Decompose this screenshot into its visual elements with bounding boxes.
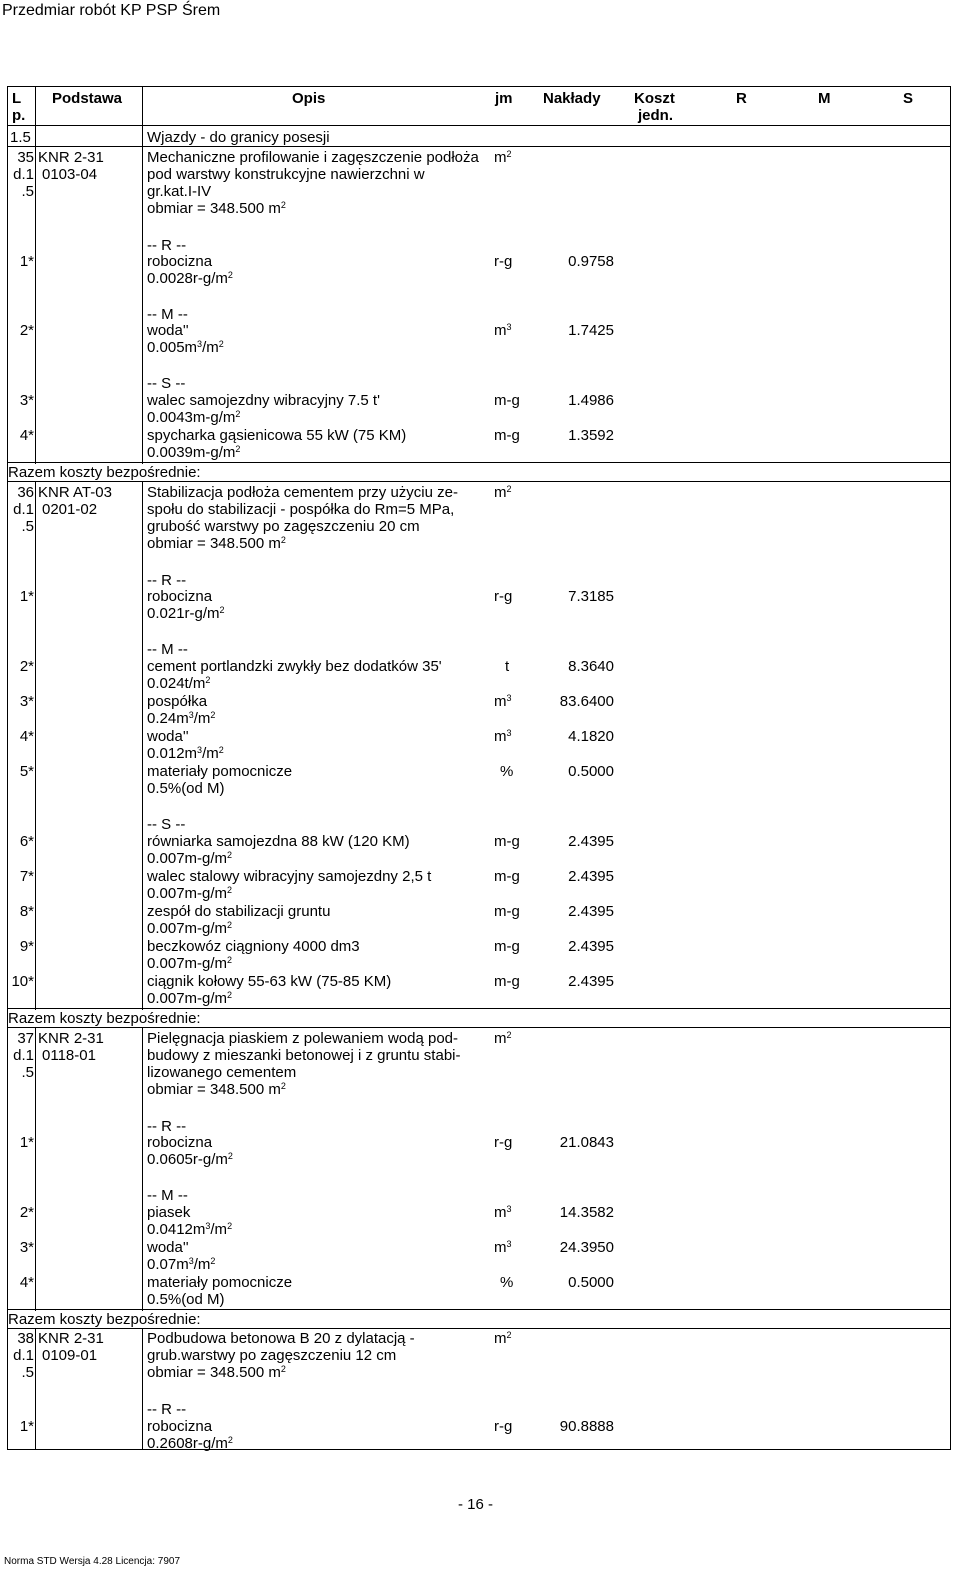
pos37-item4-val: 0.5000 xyxy=(568,1274,614,1291)
pos37-opis-2: budowy z mieszanki betonowej i z gruntu stabi- xyxy=(147,1047,461,1064)
pos38-obmiar: obmiar = 348.500 $m^2$ xyxy=(147,1364,286,1381)
pos38-item1-norm: $0.2608r-g/m^2$ xyxy=(147,1435,233,1452)
pos36-item10-name: ciągnik kołowy 55-63 kW (75-85 KM) xyxy=(147,973,392,990)
razem-bottom-line xyxy=(7,1027,950,1028)
pos35-m2-jm: $m^3$ xyxy=(494,322,512,339)
pos37-lp-3: .5 xyxy=(21,1064,34,1081)
pos36-item10-num: 10* xyxy=(11,973,34,990)
pos37-item2-val: 14.3582 xyxy=(559,1204,614,1221)
razem-label: Razem koszty bezpośrednie: xyxy=(8,464,201,481)
pos36-podstawa-2: 0201-02 xyxy=(42,501,98,518)
header-lp-2: p. xyxy=(12,107,26,124)
pos36-item9-num: 9* xyxy=(19,938,34,955)
pos35-s4-jm: m-g xyxy=(494,427,520,444)
pos36-m-head: -- M -- xyxy=(147,641,188,658)
pos36-item3-val: 83.6400 xyxy=(559,693,614,710)
pos38-lp-1: 38 xyxy=(17,1330,34,1347)
document-title: Przedmiar robót KP PSP Śrem xyxy=(2,2,221,19)
pos35-m-head: -- M -- xyxy=(147,306,188,323)
pos38-podstawa-2: 0109-01 xyxy=(42,1347,98,1364)
pos35-lp-2: d.1 xyxy=(13,166,34,183)
razem-top-line xyxy=(7,1309,950,1310)
pos35-s3-norm: $0.0043m-g/m^2$ xyxy=(147,409,241,426)
pos36-lp-3: .5 xyxy=(21,518,34,535)
header-separator xyxy=(7,125,950,126)
pos37-r-head: -- R -- xyxy=(147,1118,187,1135)
pos36-item6-norm: $0.007m-g/m^2$ xyxy=(147,850,233,867)
section-number: 1.5 xyxy=(10,129,31,146)
pos36-opis-1: Stabilizacja podłoża cementem przy użyciu ze- xyxy=(147,484,458,501)
pos36-item1-num: 1* xyxy=(19,588,34,605)
pos38-item1-num: 1* xyxy=(19,1418,34,1435)
pos35-lp-3: .5 xyxy=(21,183,34,200)
footer-license: Norma STD Wersja 4.28 Licencja: 7907 xyxy=(4,1556,181,1567)
pos36-item2-norm: $0.024t/m^2$ xyxy=(147,675,211,692)
pos36-item6-jm: m-g xyxy=(494,833,520,850)
pos36-item7-num: 7* xyxy=(19,868,34,885)
pos35-lp-1: 35 xyxy=(17,149,34,166)
pos35-s3-val: 1.4986 xyxy=(568,392,614,409)
pos36-item1-norm: $0.021r-g/m^2$ xyxy=(147,605,225,622)
header-jedn: jedn. xyxy=(638,107,674,124)
pos35-m2-num: 2* xyxy=(19,322,34,339)
pos36-item4-jm: $m^3$ xyxy=(494,728,512,745)
pos36-item9-name: beczkowóz ciągniony 4000 dm3 xyxy=(147,938,360,955)
pos36-item5-jm: % xyxy=(500,763,514,780)
section-title: Wjazdy - do granicy posesji xyxy=(147,129,330,146)
pos35-podstawa-1: KNR 2-31 xyxy=(38,149,104,166)
pos36-podstawa-1: KNR AT-03 xyxy=(38,484,112,501)
pos37-lp-1: 37 xyxy=(17,1030,34,1047)
pos36-item5-norm: 0.5%(od M) xyxy=(147,780,225,797)
table-top-border xyxy=(7,86,950,87)
pos36-item3-jm: $m^3$ xyxy=(494,693,512,710)
pos36-item4-num: 4* xyxy=(19,728,34,745)
pos37-opis-3: lizowanego cementem xyxy=(147,1064,297,1081)
pos35-r1-jm: r-g xyxy=(494,253,513,270)
pos38-jm: $m^2$ xyxy=(494,1330,512,1347)
pos37-item1-jm: r-g xyxy=(494,1134,513,1151)
pos36-obmiar: obmiar = 348.500 $m^2$ xyxy=(147,535,286,552)
pos36-s-head: -- S -- xyxy=(147,816,186,833)
razem-top-line xyxy=(7,1008,950,1009)
pos37-item4-jm: % xyxy=(500,1274,514,1291)
pos35-jm: $m^2$ xyxy=(494,149,512,166)
pos36-item2-name: cement portlandzki zwykły bez dodatków 35' xyxy=(147,658,442,675)
pos36-item9-norm: $0.007m-g/m^2$ xyxy=(147,955,233,972)
pos38-item1-val: 90.8888 xyxy=(559,1418,614,1435)
col-border-lp xyxy=(35,86,36,1450)
col-border-podstawa xyxy=(142,86,143,1450)
pos35-s4-norm: $0.0039m-g/m^2$ xyxy=(147,444,241,461)
pos37-item3-jm: $m^3$ xyxy=(494,1239,512,1256)
pos35-r-head: -- R -- xyxy=(147,237,187,254)
pos35-r1-name: robocizna xyxy=(147,253,213,270)
pos35-s3-num: 3* xyxy=(19,392,34,409)
pos35-s-head: -- S -- xyxy=(147,375,186,392)
pos35-s3-name: walec samojezdny wibracyjny 7.5 t' xyxy=(147,392,380,409)
pos35-s4-num: 4* xyxy=(19,427,34,444)
pos37-item1-num: 1* xyxy=(19,1134,34,1151)
pos36-item10-jm: m-g xyxy=(494,973,520,990)
pos37-item1-val: 21.0843 xyxy=(559,1134,614,1151)
razem-bottom-line xyxy=(7,1328,950,1329)
header-jm: jm xyxy=(495,90,513,107)
pos36-item7-norm: $0.007m-g/m^2$ xyxy=(147,885,233,902)
pos36-item10-val: 2.4395 xyxy=(568,973,614,990)
pos36-item2-num: 2* xyxy=(19,658,34,675)
pos37-item3-num: 3* xyxy=(19,1239,34,1256)
row-separator xyxy=(7,146,950,147)
pos36-item4-val: 4.1820 xyxy=(568,728,614,745)
pos37-item3-name: woda'' xyxy=(147,1239,189,1256)
pos36-jm: $m^2$ xyxy=(494,484,512,501)
pos35-obmiar: obmiar = 348.500 $m^2$ xyxy=(147,200,286,217)
pos37-podstawa-2: 0118-01 xyxy=(42,1047,96,1064)
header-opis: Opis xyxy=(292,90,326,107)
pos36-item7-name: walec stalowy wibracyjny samojezdny 2,5 t xyxy=(147,868,432,885)
header-naklady: Nakłady xyxy=(543,90,601,107)
pos36-item6-val: 2.4395 xyxy=(568,833,614,850)
pos35-opis-1: Mechaniczne profilowanie i zagęszczenie podłoża xyxy=(147,149,479,166)
pos36-item3-name: pospółka xyxy=(147,693,208,710)
pos37-item4-num: 4* xyxy=(19,1274,34,1291)
pos36-item3-num: 3* xyxy=(19,693,34,710)
pos36-item1-val: 7.3185 xyxy=(568,588,614,605)
header-podstawa: Podstawa xyxy=(52,90,123,107)
razem-bottom-line xyxy=(7,481,950,482)
pos36-item7-jm: m-g xyxy=(494,868,520,885)
header-r: R xyxy=(736,90,747,107)
header-m: M xyxy=(818,90,831,107)
header-lp-1: L xyxy=(12,90,22,107)
pos36-item5-val: 0.5000 xyxy=(568,763,614,780)
pos37-opis-1: Pielęgnacja piaskiem z polewaniem wodą pod- xyxy=(147,1030,459,1047)
pos35-s4-val: 1.3592 xyxy=(568,427,614,444)
pos36-item3-norm: $0.24m^3/m^2$ xyxy=(147,710,216,727)
pos37-item3-val: 24.3950 xyxy=(559,1239,614,1256)
pos37-item1-name: robocizna xyxy=(147,1134,213,1151)
pos37-item2-name: piasek xyxy=(147,1204,191,1221)
pos35-s3-jm: m-g xyxy=(494,392,520,409)
pos37-item2-num: 2* xyxy=(19,1204,34,1221)
pos37-obmiar: obmiar = 348.500 $m^2$ xyxy=(147,1081,286,1098)
pos38-lp-3: .5 xyxy=(21,1364,34,1381)
pos36-item9-jm: m-g xyxy=(494,938,520,955)
pos37-item4-name: materiały pomocnicze xyxy=(147,1274,293,1291)
pos38-podstawa-1: KNR 2-31 xyxy=(38,1330,104,1347)
razem-top-line xyxy=(7,462,950,463)
pos37-item4-norm: 0.5%(od M) xyxy=(147,1291,225,1308)
pos36-opis-3: grubość warstwy po zagęszczeniu 20 cm xyxy=(147,518,420,535)
pos38-item1-jm: r-g xyxy=(494,1418,513,1435)
pos36-item6-name: równiarka samojezdna 88 kW (120 KM) xyxy=(147,833,410,850)
pos37-item1-norm: $0.0605r-g/m^2$ xyxy=(147,1151,233,1168)
razem-label: Razem koszty bezpośrednie: xyxy=(8,1311,201,1328)
header-koszt: Koszt xyxy=(634,90,675,107)
razem-label: Razem koszty bezpośrednie: xyxy=(8,1010,201,1027)
pos37-item2-norm: $0.0412m^3/m^2$ xyxy=(147,1221,233,1238)
pos36-item1-name: robocizna xyxy=(147,588,213,605)
page-number: - 16 - xyxy=(458,1496,494,1513)
pos36-lp-1: 36 xyxy=(17,484,34,501)
pos37-podstawa-1: KNR 2-31 xyxy=(38,1030,104,1047)
pos36-lp-2: d.1 xyxy=(13,501,34,518)
pos35-r1-norm: $0.0028r-g/m^2$ xyxy=(147,270,233,287)
pos36-item6-num: 6* xyxy=(19,833,34,850)
pos36-item4-norm: $0.012m^3/m^2$ xyxy=(147,745,224,762)
pos35-opis-3: gr.kat.I-IV xyxy=(147,183,212,200)
pos36-item8-val: 2.4395 xyxy=(568,903,614,920)
pos37-item3-norm: $0.07m^3/m^2$ xyxy=(147,1256,216,1273)
pos38-r-head: -- R -- xyxy=(147,1401,187,1418)
pos36-item9-val: 2.4395 xyxy=(568,938,614,955)
pos36-item8-name: zespół do stabilizacji gruntu xyxy=(147,903,331,920)
header-s: S xyxy=(903,90,914,107)
pos36-item5-num: 5* xyxy=(19,763,34,780)
pos35-m2-val: 1.7425 xyxy=(568,322,614,339)
pos37-lp-2: d.1 xyxy=(13,1047,34,1064)
pos36-item5-name: materiały pomocnicze xyxy=(147,763,293,780)
pos36-r-head: -- R -- xyxy=(147,572,187,589)
pos35-s4-name: spycharka gąsienicowa 55 kW (75 KM) xyxy=(147,427,407,444)
col-border-right xyxy=(950,86,951,1450)
pos36-item1-jm: r-g xyxy=(494,588,513,605)
pos38-opis-2: grub.warstwy po zagęszczeniu 12 cm xyxy=(147,1347,397,1364)
pos36-item8-norm: $0.007m-g/m^2$ xyxy=(147,920,233,937)
pos36-item4-name: woda'' xyxy=(147,728,189,745)
pos36-item8-jm: m-g xyxy=(494,903,520,920)
pos37-jm: $m^2$ xyxy=(494,1030,512,1047)
pos35-podstawa-2: 0103-04 xyxy=(42,166,98,183)
pos36-item7-val: 2.4395 xyxy=(568,868,614,885)
pos38-item1-name: robocizna xyxy=(147,1418,213,1435)
pos37-item2-jm: $m^3$ xyxy=(494,1204,512,1221)
pos37-m-head: -- M -- xyxy=(147,1187,188,1204)
pos36-item2-jm: t xyxy=(505,658,510,675)
pos35-r1-val: 0.9758 xyxy=(568,253,614,270)
pos36-item8-num: 8* xyxy=(19,903,34,920)
pos38-lp-2: d.1 xyxy=(13,1347,34,1364)
pos36-opis-2: społu do stabilizacji - pospółka do Rm=5 MPa, xyxy=(147,501,455,518)
pos38-opis-1: Podbudowa betonowa B 20 z dylatacją - xyxy=(147,1330,415,1347)
pos35-r1-num: 1* xyxy=(19,253,34,270)
pos36-item2-val: 8.3640 xyxy=(568,658,614,675)
pos35-m2-norm: $0.005m^3/m^2$ xyxy=(147,339,224,356)
pos36-item10-norm: $0.007m-g/m^2$ xyxy=(147,990,233,1007)
pos35-m2-name: woda'' xyxy=(147,322,189,339)
pos35-opis-2: pod warstwy konstrukcyjne nawierzchni w xyxy=(147,166,425,183)
